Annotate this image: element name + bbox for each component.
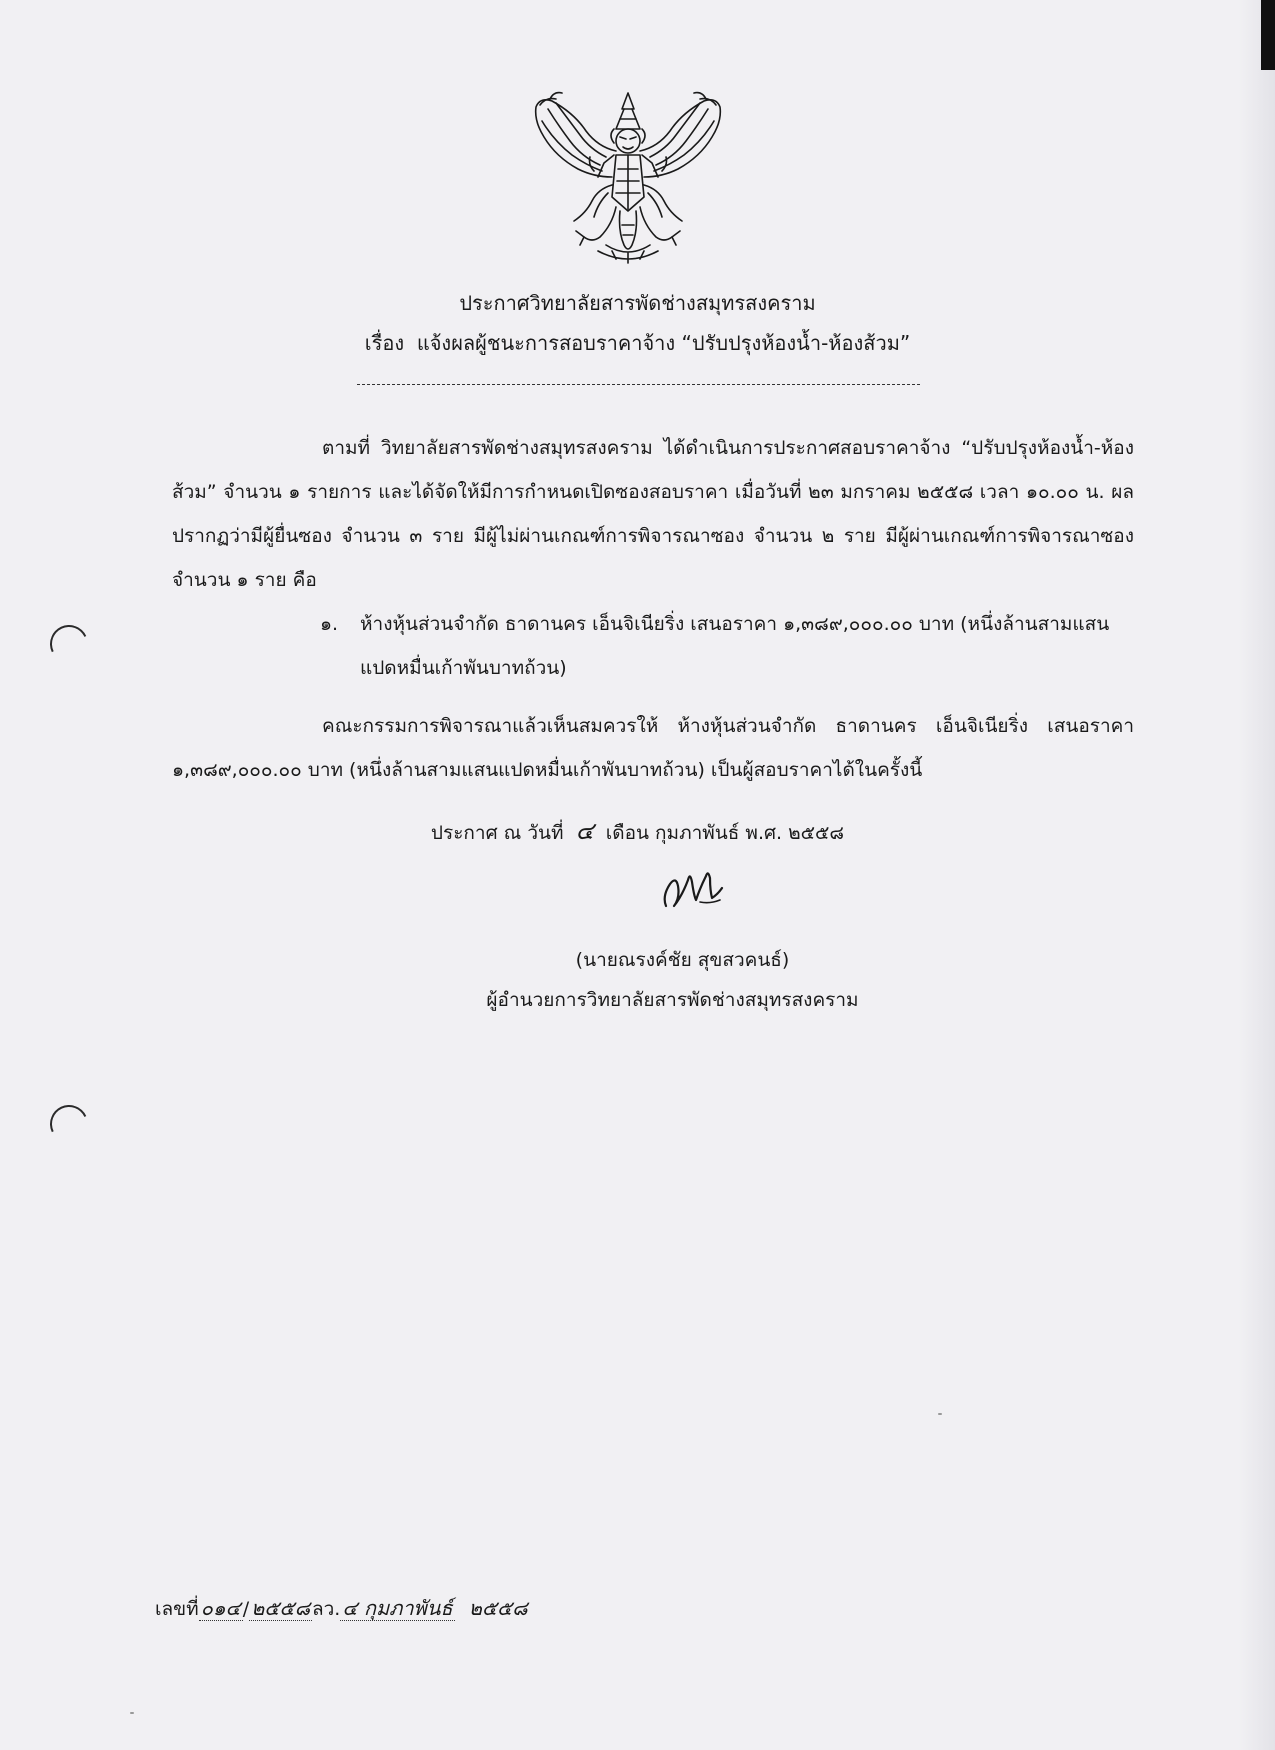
date-suffix: เดือน กุมภาพันธ์ พ.ศ. ๒๕๕๘ xyxy=(605,822,845,844)
reference-date-year: ๒๕๕๘ xyxy=(468,1596,528,1620)
punch-hole-mark xyxy=(45,620,94,669)
reference-number: ๐๑๔ xyxy=(200,1596,241,1620)
subject-text: แจ้งผลผู้ชนะการสอบราคาจ้าง “ปรับปรุงห้องน้ำ-ห้องส้วม” xyxy=(416,331,911,355)
date-day-handwritten: ๔ xyxy=(575,817,594,845)
reference-label: เลขที่ xyxy=(155,1598,199,1620)
scan-edge-shadow xyxy=(1239,0,1275,1750)
announcement-heading xyxy=(0,283,1275,363)
scan-edge-strip xyxy=(1261,0,1275,70)
paragraph-decision-text: คณะกรรมการพิจารณาแล้วเห็นสมควรให้ ห้างหุ้นส่วนจำกัด ธาดานคร เอ็นจิเนียริ่ง เสนอราคา ๑,๓๘๙,๐๐๐.๐๐ บาท (หนึ่งล้านสามแสนแปดหมื่นเก้าพันบาทถ้วน) เป็นผู้สอบราคาได้ในครั้งนี้ xyxy=(172,715,1134,781)
handwritten-signature xyxy=(660,866,726,912)
heading-divider xyxy=(357,384,920,385)
subject-label: เรื่อง xyxy=(364,331,405,355)
signatory-name: (นายณรงค์ชัย สุขสวคนธ์) xyxy=(575,949,790,971)
date-prefix: ประกาศ ณ วันที่ xyxy=(430,822,564,844)
signatory-position: ผู้อำนวยการวิทยาลัยสารพัดช่างสมุทรสงคราม xyxy=(486,989,859,1011)
list-item-number: ๑. xyxy=(320,613,339,635)
reference-number-line: เลขที่ ๐๑๔ / ๒๕๕๘ ลว. ๔ กุมภาพันธ์ ๒๕๕๘ xyxy=(155,1596,528,1620)
institution-title: ประกาศวิทยาลัยสารพัดช่างสมุทรสงคราม xyxy=(459,291,816,315)
list-item xyxy=(172,602,1134,690)
scan-speck xyxy=(938,1413,942,1415)
announcement-date xyxy=(0,809,1275,855)
garuda-emblem xyxy=(528,85,728,265)
subject-line xyxy=(365,323,911,363)
reference-dated-label: ลว. xyxy=(312,1598,341,1620)
reference-date: ๔ กุมภาพันธ์ xyxy=(342,1596,453,1620)
reference-year: ๒๕๕๘ xyxy=(251,1596,310,1620)
paragraph-background xyxy=(172,426,1134,602)
scan-speck xyxy=(130,1712,134,1714)
paragraph-background-text: ตามที่ วิทยาลัยสารพัดช่างสมุทรสงคราม ได้ดำเนินการประกาศสอบราคาจ้าง “ปรับปรุงห้องน้ำ-ห้องส้วม” จำนวน ๑ รายการ และได้จัดให้มีการกำหนดเปิดซองสอบราคา เมื่อวันที่ ๒๓ มกราคม ๒๕๕๘ เวลา ๑๐.๐๐ น. ผลปรากฏว่ามีผู้ยื่นซอง จำนวน ๓ ราย มีผู้ไม่ผ่านเกณฑ์การพิจารณาซอง จำนวน ๒ ราย มีผู้ผ่านเกณฑ์การพิจารณาซอง จำนวน ๑ ราย คือ xyxy=(172,437,1134,591)
announcement-body xyxy=(172,426,1134,792)
signatory-block xyxy=(0,940,1275,1020)
paragraph-decision xyxy=(172,704,1134,792)
punch-hole-mark xyxy=(45,1100,94,1149)
list-item-text: ห้างหุ้นส่วนจำกัด ธาดานคร เอ็นจิเนียริ่ง เสนอราคา ๑,๓๘๙,๐๐๐.๐๐ บาท (หนึ่งล้านสามแสนแปดหมื่นเก้าพันบาทถ้วน) xyxy=(360,613,1110,679)
